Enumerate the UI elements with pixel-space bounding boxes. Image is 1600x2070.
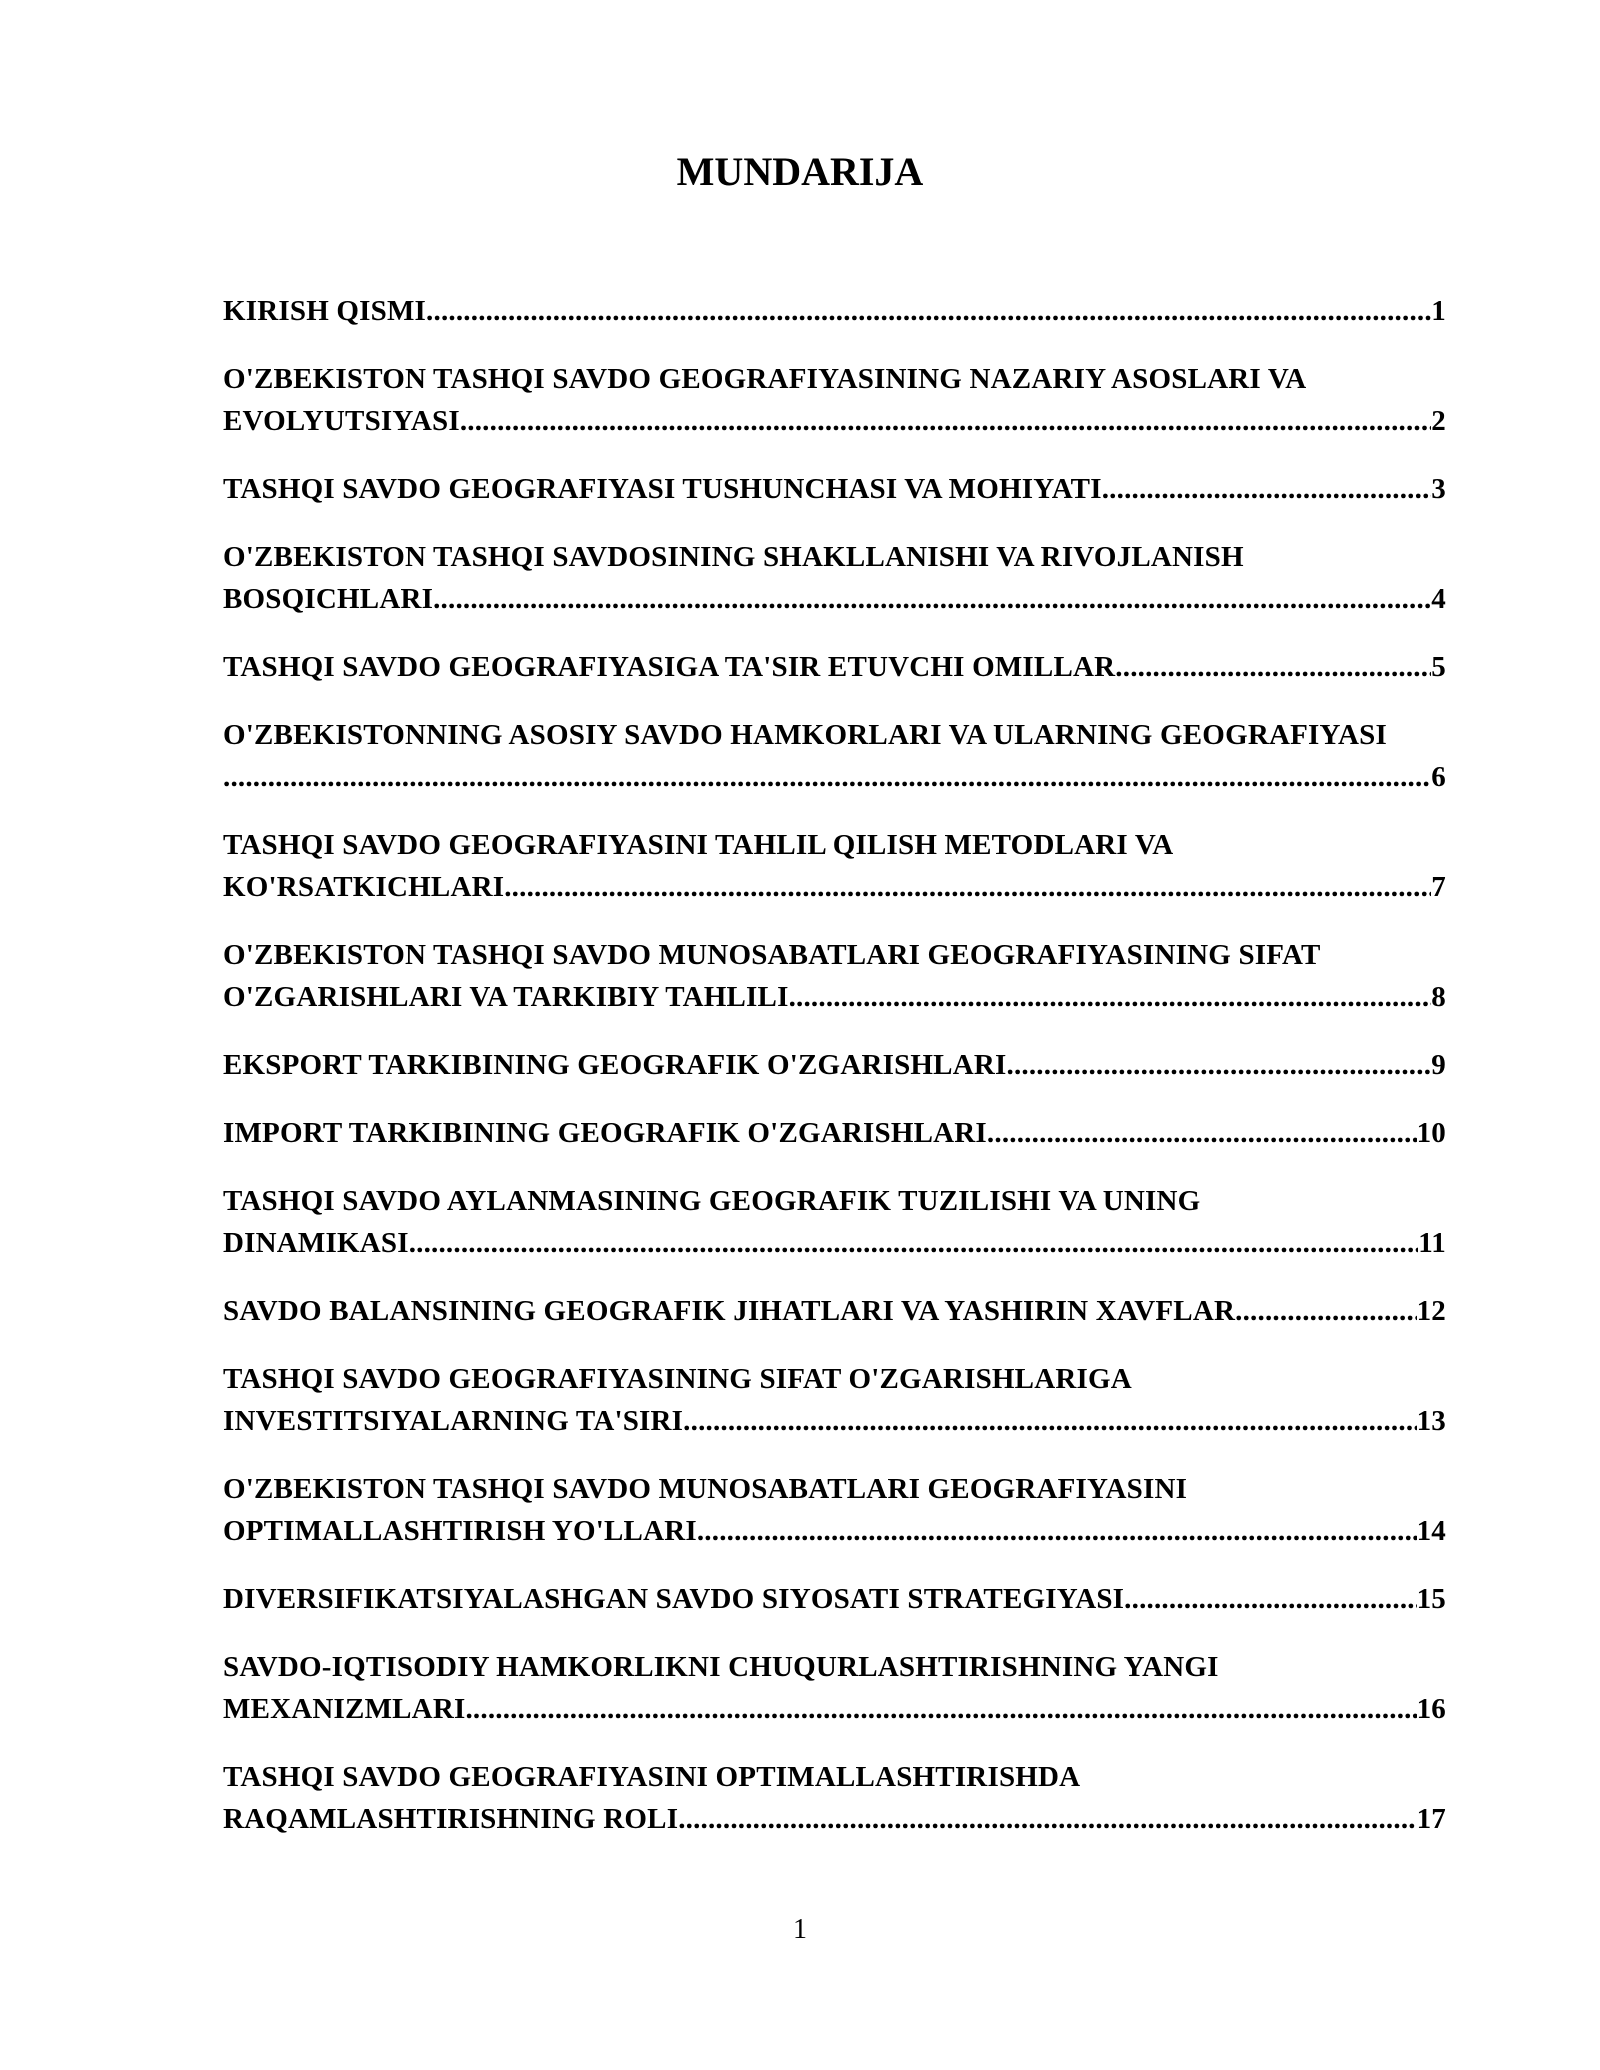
dot-leader [504, 866, 1431, 908]
toc-entry-title: DIVERSIFIKATSIYALASHGAN SAVDO SIYOSATI STRATEGIYASI [223, 1583, 1125, 1615]
dot-leader [789, 976, 1432, 1018]
toc-page-number: 9 [1431, 1049, 1446, 1081]
toc-page-number: 5 [1431, 651, 1446, 683]
toc-entry-title: INVESTITSIYALARNING TA'SIRI [223, 1405, 684, 1437]
dot-leader [426, 290, 1431, 332]
dot-leader [1007, 1044, 1432, 1086]
toc-page-number: 6 [1431, 761, 1446, 793]
toc-entry-title-line: O'ZBEKISTON TASHQI SAVDOSINING SHAKLLANISHI VA RIVOJLANISH [223, 541, 1244, 573]
toc-entry-title-line: O'ZBEKISTON TASHQI SAVDO MUNOSABATLARI GEOGRAFIYASINI [223, 1473, 1188, 1505]
dot-leader [460, 400, 1431, 442]
toc-entry-title: RAQAMLASHTIRISHNING ROLI [223, 1803, 679, 1835]
toc-entry-title-line: O'ZBEKISTON TASHQI SAVDO MUNOSABATLARI GEOGRAFIYASINING SIFAT [223, 939, 1321, 971]
toc-entry-12[interactable] [223, 1290, 1523, 1332]
toc-entry-1[interactable] [223, 290, 1523, 332]
toc-entry-6[interactable] [223, 714, 1523, 798]
toc-entry-title: DINAMIKASI [223, 1227, 409, 1259]
dot-leader [1124, 1578, 1416, 1620]
dot-leader [433, 578, 1431, 620]
toc-entry-title: OPTIMALLASHTIRISH YO'LLARI [223, 1515, 697, 1547]
toc-page-number: 2 [1431, 405, 1446, 437]
toc-entry-14[interactable] [223, 1468, 1523, 1552]
toc-page-number: 10 [1416, 1117, 1446, 1149]
dot-leader [1102, 468, 1432, 510]
dot-leader [987, 1112, 1417, 1154]
toc-entry-3[interactable] [223, 468, 1523, 510]
toc-entry-title-line: TASHQI SAVDO GEOGRAFIYASINING SIFAT O'ZGARISHLARIGA [223, 1363, 1132, 1395]
toc-page-number: 14 [1416, 1515, 1446, 1547]
toc-page-number: 11 [1418, 1227, 1446, 1259]
toc-entry-4[interactable] [223, 536, 1523, 620]
dot-leader [697, 1510, 1417, 1552]
toc-entry-title-line: O'ZBEKISTON TASHQI SAVDO GEOGRAFIYASINING NAZARIY ASOSLARI VA [223, 363, 1307, 395]
toc-entry-title: EKSPORT TARKIBINING GEOGRAFIK O'ZGARISHLARI [223, 1049, 1007, 1081]
toc-entry-title: EVOLYUTSIYASI [223, 405, 460, 437]
page-title: MUNDARIJA [676, 149, 924, 194]
toc-entry-title-line: SAVDO-IQTISODIY HAMKORLIKNI CHUQURLASHTIRISHNING YANGI [223, 1651, 1219, 1683]
toc-entry-title: TASHQI SAVDO GEOGRAFIYASIGA TA'SIR ETUVCHI OMILLAR [223, 651, 1116, 683]
toc-entry-8[interactable] [223, 934, 1523, 1018]
toc-entry-title: KIRISH QISMI [223, 295, 427, 327]
toc-page-number: 13 [1416, 1405, 1446, 1437]
toc-page-number: 12 [1416, 1295, 1446, 1327]
toc-entry-title-line: TASHQI SAVDO GEOGRAFIYASINI TAHLIL QILISH METODLARI VA [223, 829, 1174, 861]
toc-entry-title: O'ZGARISHLARI VA TARKIBIY TAHLILI [223, 981, 789, 1013]
toc-entry-title-line: TASHQI SAVDO AYLANMASINING GEOGRAFIK TUZILISHI VA UNING [223, 1185, 1201, 1217]
table-of-contents [223, 290, 1523, 1866]
toc-page-number: 8 [1431, 981, 1446, 1013]
toc-entry-title-line: TASHQI SAVDO GEOGRAFIYASINI OPTIMALLASHTIRISHDA [223, 1761, 1081, 1793]
toc-entry-7[interactable] [223, 824, 1523, 908]
toc-entry-2[interactable] [223, 358, 1523, 442]
dot-leader [683, 1400, 1416, 1442]
toc-entry-13[interactable] [223, 1358, 1523, 1442]
dot-leader [678, 1798, 1416, 1840]
toc-entry-11[interactable] [223, 1180, 1523, 1264]
toc-page-number: 1 [1431, 295, 1446, 327]
toc-entry-5[interactable] [223, 646, 1523, 688]
toc-entry-title: MEXANIZMLARI [223, 1693, 466, 1725]
page-number-footer: 1 [793, 1914, 807, 1945]
dot-leader [1235, 1290, 1416, 1332]
toc-entry-title: BOSQICHLARI [223, 583, 434, 615]
toc-page-number: 15 [1416, 1583, 1446, 1615]
toc-page-number: 16 [1416, 1693, 1446, 1725]
toc-entry-10[interactable] [223, 1112, 1523, 1154]
toc-entry-17[interactable] [223, 1756, 1523, 1840]
toc-entry-title: IMPORT TARKIBINING GEOGRAFIK O'ZGARISHLARI [223, 1117, 987, 1149]
toc-page-number: 4 [1431, 583, 1446, 615]
toc-entry-16[interactable] [223, 1646, 1523, 1730]
dot-leader [223, 756, 1431, 798]
toc-entry-title: SAVDO BALANSINING GEOGRAFIK JIHATLARI VA YASHIRIN XAVFLAR [223, 1295, 1236, 1327]
toc-entry-title: KO'RSATKICHLARI [223, 871, 505, 903]
toc-page-number: 7 [1431, 871, 1446, 903]
toc-page-number: 17 [1416, 1803, 1446, 1835]
toc-page-number: 3 [1431, 473, 1446, 505]
dot-leader [409, 1222, 1419, 1264]
dot-leader [1115, 646, 1431, 688]
dot-leader [465, 1688, 1416, 1730]
toc-entry-15[interactable] [223, 1578, 1523, 1620]
toc-entry-title: TASHQI SAVDO GEOGRAFIYASI TUSHUNCHASI VA MOHIYATI [223, 473, 1102, 505]
toc-entry-9[interactable] [223, 1044, 1523, 1086]
toc-entry-title-line: O'ZBEKISTONNING ASOSIY SAVDO HAMKORLARI VA ULARNING GEOGRAFIYASI [223, 719, 1387, 751]
